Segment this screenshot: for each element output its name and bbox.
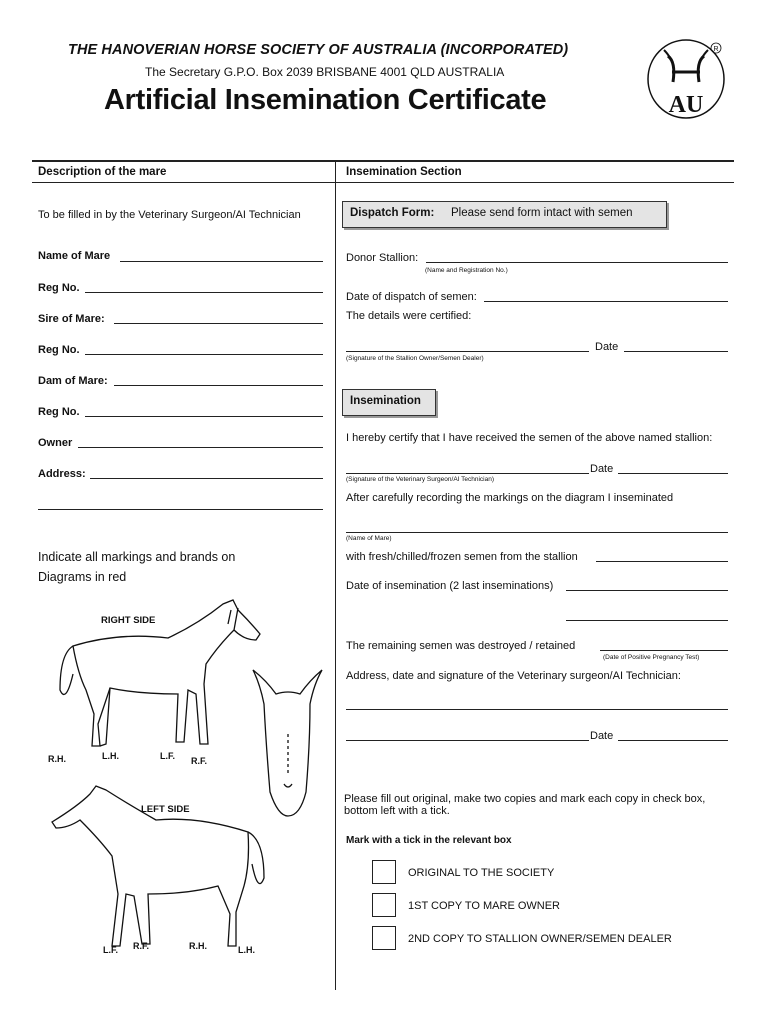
address-field-2[interactable] (38, 509, 323, 510)
date-dispatch-field[interactable] (484, 301, 728, 302)
horse-diagrams (38, 594, 333, 974)
date-dispatch-label: Date of dispatch of semen: (346, 291, 477, 303)
donor-stallion-note: (Name and Registration No.) (425, 267, 508, 274)
stallion-owner-signature-field[interactable] (346, 351, 589, 352)
date-insemination-field-2[interactable] (566, 620, 728, 621)
date-label-2: Date (590, 463, 614, 475)
mark-tick-instruction: Mark with a tick in the relevant box (346, 835, 512, 846)
address-date-signature-label: Address, date and signature of the Veterinary surgeon/AI Technician: (346, 670, 681, 682)
society-address: The Secretary G.P.O. Box 2039 BRISBANE 4001 QLD AUSTRALIA (145, 65, 505, 79)
reg-no-label-2: Reg No. (38, 344, 80, 356)
markings-note-1: Indicate all markings and brands on (38, 550, 236, 564)
dam-label: Dam of Mare: (38, 375, 108, 387)
sire-label: Sire of Mare: (38, 313, 105, 325)
stallion-field[interactable] (596, 561, 728, 562)
svg-text:AU: AU (668, 92, 704, 118)
certify-text: I hereby certify that I have received the semen of the above named stallion: (346, 432, 713, 444)
date-label-3: Date (590, 730, 614, 742)
owner-field[interactable] (78, 447, 323, 448)
owner-label: Owner (38, 437, 73, 449)
lf-label-2: L.F. (103, 945, 118, 955)
donor-stallion-field[interactable] (426, 262, 728, 263)
fill-out-instruction: Please fill out original, make two copies and mark each copy in check box, bottom left with a tick. (344, 793, 706, 817)
reg-no-label-3: Reg No. (38, 406, 80, 418)
date-insemination-label: Date of insemination (2 last inseminations) (346, 580, 554, 592)
markings-note-2: Diagrams in red (38, 570, 127, 584)
date-label-1: Date (595, 341, 619, 353)
date-field-2[interactable] (618, 473, 728, 474)
checkbox-second-copy[interactable] (372, 926, 396, 950)
vet-address-field[interactable] (346, 709, 728, 710)
checkbox-second-copy-label: 2ND COPY TO STALLION OWNER/SEMEN DEALER (408, 933, 672, 945)
dispatch-form-box (342, 201, 667, 228)
vet-signature-field[interactable] (346, 473, 589, 474)
mare-name-field[interactable] (346, 532, 728, 533)
checkbox-first-copy-label: 1ST COPY TO MARE OWNER (408, 900, 560, 912)
reg-no-field-2[interactable] (85, 354, 323, 355)
dispatch-form-label: Dispatch Form: (350, 207, 435, 219)
address-label: Address: (38, 468, 86, 480)
rh-label-2: R.H. (189, 941, 207, 951)
lh-label-2: L.H. (238, 945, 255, 955)
rf-label-2: R.F. (133, 941, 150, 951)
vet-signature-field-2[interactable] (346, 740, 589, 741)
dam-field[interactable] (114, 385, 323, 386)
top-rule (32, 160, 734, 162)
logo-icon (646, 38, 726, 120)
society-name: THE HANOVERIAN HORSE SOCIETY OF AUSTRALIA (INCORPORATED) (68, 42, 569, 58)
lh-label: L.H. (102, 751, 119, 761)
insemination-box: Insemination (342, 389, 436, 416)
details-certified-label: The details were certified: (346, 310, 472, 322)
mare-description-heading: Description of the mare (38, 166, 167, 178)
right-side-label: RIGHT SIDE (101, 615, 156, 626)
reg-no-label-1: Reg No. (38, 282, 80, 294)
svg-text:R: R (713, 46, 719, 53)
date-field-3[interactable] (618, 740, 728, 741)
name-of-mare-field[interactable] (120, 261, 323, 262)
reg-no-field-3[interactable] (85, 416, 323, 417)
society-logo (646, 38, 726, 120)
dispatch-form-text: Please send form intact with semen (451, 207, 633, 219)
checkbox-original-label: ORIGINAL TO THE SOCIETY (408, 867, 555, 879)
horse-outline-icon (38, 594, 333, 974)
heading-rule (32, 182, 734, 183)
date-field-1[interactable] (624, 351, 728, 352)
donor-stallion-label: Donor Stallion: (346, 252, 419, 264)
checkbox-original[interactable] (372, 860, 396, 884)
checkbox-first-copy[interactable] (372, 893, 396, 917)
mare-name-note: (Name of Mare) (346, 535, 392, 542)
rh-label: R.H. (48, 754, 66, 764)
lf-label: L.F. (160, 751, 175, 761)
pregnancy-note: (Date of Positive Pregnancy Test) (603, 654, 700, 661)
left-side-label: LEFT SIDE (141, 804, 190, 815)
insemination-section-heading: Insemination Section (346, 166, 462, 178)
pregnancy-date-field[interactable] (600, 650, 728, 651)
stallion-owner-signature-note: (Signature of the Stallion Owner/Semen Dealer) (346, 355, 484, 362)
column-divider (335, 160, 336, 990)
remaining-semen-label: The remaining semen was destroyed / retained (346, 640, 576, 652)
address-field-1[interactable] (90, 478, 323, 479)
fresh-chilled-label: with fresh/chilled/frozen semen from the stallion (346, 551, 578, 563)
sire-field[interactable] (114, 323, 323, 324)
fill-instruction: To be filled in by the Veterinary Surgeon/AI Technician (38, 209, 301, 221)
after-recording-text: After carefully recording the markings on the diagram I inseminated (346, 492, 674, 504)
date-insemination-field-1[interactable] (566, 590, 728, 591)
page-title: Artificial Insemination Certificate (104, 84, 547, 116)
vet-signature-note: (Signature of the Veterinary Surgeon/AI Technician) (346, 476, 495, 483)
name-of-mare-label: Name of Mare (38, 250, 111, 262)
rf-label: R.F. (191, 756, 208, 766)
reg-no-field-1[interactable] (85, 292, 323, 293)
